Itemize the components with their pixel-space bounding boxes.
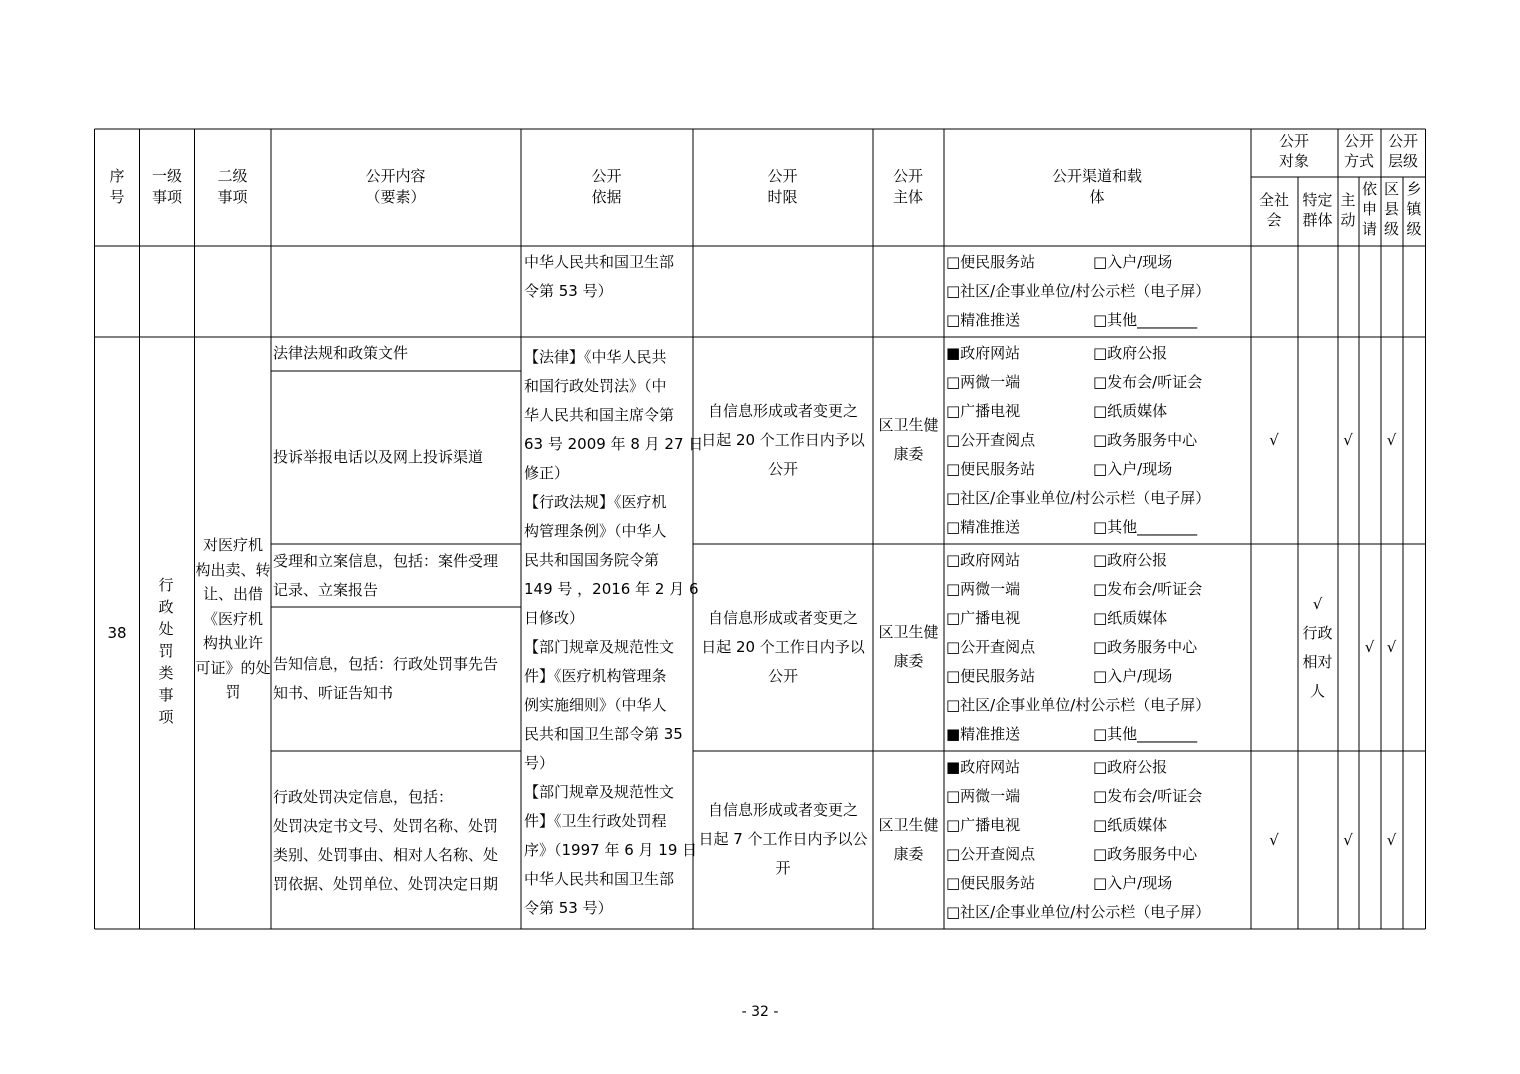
check-level-county: √ [1386, 831, 1397, 849]
carry-basis-line: 令第 53 号） [524, 282, 613, 300]
carry-basis-line: 中华人民共和国卫生部 [524, 253, 675, 271]
channel-option: ■政府网站 [946, 344, 1021, 362]
basis-line: 日修改） [524, 609, 585, 627]
item-seq: 38 [107, 624, 127, 642]
header-object-group [1298, 190, 1337, 230]
object-group-line: 相对 [1302, 653, 1333, 671]
deadline-cell [693, 604, 873, 691]
item-level2-line: 让、出借 [202, 585, 263, 603]
content-item: 法律法规和政策文件 [273, 344, 409, 362]
carry-channels [946, 248, 1246, 335]
basis-line: 民共和国国务院令第 [524, 551, 660, 569]
header-basis-text: 公开依据 [591, 167, 622, 206]
channel-option: □政务服务中心 [1093, 431, 1198, 449]
deadline-line: 自信息形成或者变更之 [707, 801, 858, 819]
item-level2-line: 构出卖、转 [195, 560, 271, 579]
channel-option: □入户/现场 [1093, 667, 1173, 685]
channel-option: □便民服务站 [946, 460, 1036, 478]
header-level-text: 公开层级 [1387, 132, 1418, 170]
header-object [1251, 131, 1337, 171]
content-line: 行政处罚决定信息，包括： [273, 788, 454, 806]
header-method-request-text: 依申请 [1361, 180, 1377, 238]
channel-option: □发布会/听证会 [1093, 373, 1203, 391]
header-level [1381, 131, 1425, 171]
header-seq-text: 序号 [109, 167, 125, 206]
header-method-text: 公开方式 [1343, 132, 1374, 170]
header-level-town [1403, 179, 1425, 239]
channel-option: □政务服务中心 [1093, 638, 1198, 656]
header-subject-text: 公开主体 [892, 167, 923, 206]
channel-option: □发布会/听证会 [1093, 580, 1203, 598]
header-level1-text: 一级事项 [151, 167, 182, 206]
channel-option: □入户/现场 [1093, 874, 1173, 892]
header-level-town-text: 乡镇级 [1406, 180, 1422, 238]
basis-line: 序》（1997 年 6 月 19 日 [524, 841, 698, 859]
basis-line: 【部门规章及规范性文 [524, 783, 675, 801]
channel-option: □政府公报 [1093, 758, 1168, 776]
header-subject [873, 166, 943, 208]
channel-option: □纸质媒体 [1093, 609, 1168, 627]
basis-line: 构管理条例》（中华人 [524, 522, 667, 540]
header-channel-text: 公开渠道和载体 [1052, 167, 1143, 206]
channel-option: □广播电视 [946, 402, 1021, 420]
deadline-line: 自信息形成或者变更之 [707, 609, 858, 627]
channel-option: □其他________ [1093, 725, 1198, 743]
basis-line: 中华人民共和国卫生部 [524, 870, 675, 888]
item-level2-line: 构执业许 [202, 634, 263, 652]
channel-option: □社区/企事业单位/村公示栏（电子屏） [946, 282, 1211, 300]
check-method-active: √ [1343, 831, 1353, 849]
header-content-sub: （要素） [365, 188, 426, 206]
subject-line: 区卫生健 [878, 416, 939, 434]
deadline-line: 公开 [767, 667, 798, 685]
basis-line: 【行政法规】《医疗机 [524, 493, 667, 511]
item-basis [524, 343, 703, 923]
basis-line: 华人民共和国主席令第 [524, 406, 675, 424]
subject-cell [873, 411, 944, 469]
basis-line: 【法律】《中华人民共 [524, 348, 667, 366]
item-level2-line: 《医疗机 [202, 609, 263, 628]
channel-option: □纸质媒体 [1093, 402, 1168, 420]
basis-line: 【部门规章及规范性文 [524, 638, 675, 656]
content-line: 知书、听证告知书 [273, 684, 394, 702]
item-level2-line: 罚 [225, 683, 241, 701]
channel-option: ■政府网站 [946, 758, 1021, 776]
header-level2-text: 二级事项 [217, 167, 248, 206]
basis-line: 149 号 ，2016 年 2 月 6 [524, 580, 699, 598]
header-object-all [1251, 190, 1297, 230]
channel-option: ■精准推送 [946, 725, 1021, 743]
check-object-all: √ [1269, 831, 1279, 849]
deadline-line: 日起 20 个工作日内予以 [701, 431, 865, 449]
header-method-active-text: 主动 [1340, 191, 1356, 229]
header-content [271, 166, 520, 208]
deadline-line: 日起 20 个工作日内予以 [701, 638, 865, 656]
channel-option: □两微一端 [946, 373, 1021, 391]
content-item: 投诉举报电话以及网上投诉渠道 [273, 448, 484, 466]
carry-basis [524, 248, 674, 306]
subject-line: 康委 [893, 845, 924, 863]
basis-line: 令第 53 号） [524, 899, 613, 917]
channel-option: □便民服务站 [946, 667, 1036, 685]
check-object-all: √ [1269, 431, 1279, 449]
header-object-all-text: 全社会 [1258, 191, 1289, 229]
channels-cell [946, 546, 1246, 749]
header-channel [944, 166, 1250, 208]
header-method-request [1359, 179, 1380, 239]
subject-cell [873, 618, 944, 676]
channel-option: □其他________ [1093, 311, 1198, 329]
header-content-label: 公开内容 [365, 167, 426, 185]
subject-line: 区卫生健 [878, 816, 939, 834]
channel-option: □纸质媒体 [1093, 816, 1168, 834]
item-level2-line: 可证》的处 [195, 658, 271, 677]
header-level-county [1381, 179, 1402, 239]
channels-cell [946, 753, 1246, 927]
channel-option: □广播电视 [946, 609, 1021, 627]
basis-line: 民共和国卫生部令第 35 [524, 725, 683, 743]
header-method-active [1338, 190, 1358, 230]
object-group-line: 行政 [1302, 624, 1333, 642]
content-line: 记录、立案报告 [273, 581, 379, 599]
content-line: 受理和立案信息，包括：案件受理 [273, 552, 499, 570]
page-number: - 32 - [741, 1004, 779, 1020]
deadline-line: 公开 [767, 460, 798, 478]
header-level1 [140, 166, 194, 208]
object-group-line: 人 [1309, 682, 1325, 700]
header-basis [521, 166, 692, 208]
channel-option: □精准推送 [946, 311, 1021, 329]
subject-line: 区卫生健 [878, 623, 939, 641]
basis-line: 件】《医疗机构管理条 [524, 667, 667, 685]
item-level2-line: 对医疗机 [202, 536, 263, 554]
header-object-group-text: 特定群体 [1302, 191, 1333, 229]
channel-option: □两微一端 [946, 787, 1021, 805]
subject-line: 康委 [893, 652, 924, 670]
basis-line: 号） [524, 754, 555, 772]
subject-line: 康委 [893, 445, 924, 463]
header-seq [95, 166, 139, 208]
check-level-county: √ [1386, 431, 1397, 449]
channel-option: □入户/现场 [1093, 460, 1173, 478]
channel-option: □广播电视 [946, 816, 1021, 834]
deadline-line: 日起 7 个工作日内予以公 [698, 830, 868, 848]
channel-option: □公开查阅点 [946, 431, 1036, 449]
basis-line: 件】《卫生行政处罚程 [524, 812, 667, 830]
basis-line: 修正） [524, 464, 570, 482]
object-group-line: √ [1312, 595, 1323, 613]
deadline-line: 自信息形成或者变更之 [707, 402, 858, 420]
channel-option: □发布会/听证会 [1093, 787, 1203, 805]
item-level2 [195, 533, 271, 705]
check-level-county: √ [1386, 638, 1397, 656]
content-item [273, 783, 498, 899]
channel-option: □便民服务站 [946, 253, 1036, 271]
channel-option: □社区/企事业单位/村公示栏（电子屏） [946, 903, 1211, 921]
deadline-line: 开 [775, 859, 791, 877]
deadline-cell [693, 796, 873, 883]
basis-line: 例实施细则》（中华人 [524, 696, 667, 714]
content-line: 类别、处罚事由、相对人名称、处 [273, 846, 499, 864]
basis-line: 和国行政处罚法》（中 [524, 377, 667, 395]
header-method [1338, 131, 1380, 171]
check-object-group [1298, 590, 1337, 706]
channel-option: □公开查阅点 [946, 845, 1036, 863]
header-level2 [195, 166, 270, 208]
channel-option: □其他________ [1093, 518, 1198, 536]
content-line: 处罚决定书文号、处罚名称、处罚 [273, 817, 499, 835]
basis-line: 63 号 2009 年 8 月 27 日 [524, 435, 704, 453]
content-item [273, 547, 498, 605]
channel-option: □公开查阅点 [946, 638, 1036, 656]
channel-option: □社区/企事业单位/村公示栏（电子屏） [946, 489, 1211, 507]
channel-option: □便民服务站 [946, 874, 1036, 892]
channel-option: □精准推送 [946, 518, 1021, 536]
channel-option: □政府公报 [1093, 551, 1168, 569]
content-line: 告知信息，包括：行政处罚事先告 [273, 655, 499, 673]
channel-option: □入户/现场 [1093, 253, 1173, 271]
channels-cell [946, 339, 1246, 542]
header-deadline [693, 166, 872, 208]
header-object-text: 公开对象 [1278, 132, 1309, 170]
header-deadline-text: 公开时限 [767, 167, 798, 206]
check-method-active: √ [1343, 431, 1353, 449]
channel-option: □政务服务中心 [1093, 845, 1198, 863]
check-method-request: √ [1364, 638, 1375, 656]
channel-option: □两微一端 [946, 580, 1021, 598]
header-level-county-text: 区县级 [1383, 180, 1399, 238]
channel-option: □社区/企事业单位/村公示栏（电子屏） [946, 696, 1211, 714]
deadline-cell [693, 397, 873, 484]
content-line: 罚依据、处罚单位、处罚决定日期 [273, 875, 499, 893]
channel-option: □政府网站 [946, 551, 1021, 569]
subject-cell [873, 811, 944, 869]
item-level1: 行政处罚类事项 [158, 576, 174, 726]
channel-option: □政府公报 [1093, 344, 1168, 362]
content-item [273, 650, 498, 708]
